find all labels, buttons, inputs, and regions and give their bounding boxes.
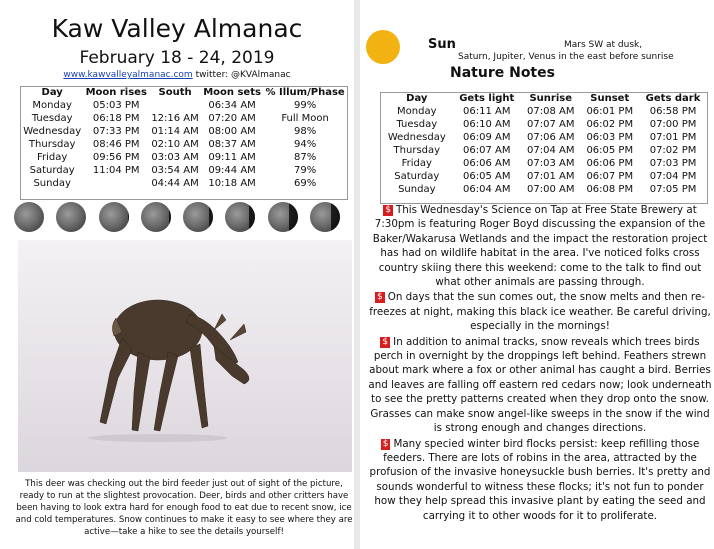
moon-table-cell: 08:00 AM <box>208 126 256 137</box>
moon-table-cell: 03:03 AM <box>151 152 199 163</box>
sun-table <box>380 92 708 204</box>
table-row <box>381 183 707 196</box>
date-range: February 18 - 24, 2019 <box>79 48 275 68</box>
sun-table-cell: 06:07 PM <box>586 171 634 182</box>
nature-note <box>368 290 712 333</box>
moon-table-cell: Friday <box>37 152 68 163</box>
sun-label: Sun <box>428 37 456 52</box>
nature-note <box>368 437 712 523</box>
moon-table-cell: 10:18 AM <box>208 178 256 189</box>
almanac-title: Kaw Valley Almanac <box>51 14 303 43</box>
sun-table-cell: 07:05 PM <box>649 184 697 195</box>
planets-line-1: Mars SW at dusk, <box>564 40 643 50</box>
table-row <box>381 131 707 144</box>
moon-table-cell: 94% <box>293 139 317 150</box>
deer-photo <box>18 240 352 472</box>
moon-table-cell: 09:11 AM <box>208 152 256 163</box>
table-row <box>381 118 707 131</box>
sun-table-cell: 07:01 PM <box>649 132 697 143</box>
sun-table-cell: 06:05 AM <box>463 171 511 182</box>
nature-note <box>368 335 712 436</box>
sun-table-cell: 07:03 AM <box>526 158 575 169</box>
moon-table-cell: 03:54 AM <box>151 165 199 176</box>
website-link[interactable]: www.kawvalleyalmanac.com <box>63 70 193 80</box>
moon-table-cell: Thursday <box>28 139 76 150</box>
photo-caption: This deer was checking out the bird feeder just out of sight of the picture, ready to run at the slightest provocation. Deer, birds and other critters have been having to look extra hard for enough food to eat due to recent snow, ice and cold temperatures. Snow continues to make it easy to see where they are active—take a hike to see the details yourself! <box>15 479 353 537</box>
sun-table-header: Sunrise <box>529 93 572 104</box>
sun-table-cell: 06:10 AM <box>463 119 511 130</box>
moon-table-header: Moon rises <box>85 87 147 98</box>
sun-table-header-row <box>381 93 707 105</box>
note-text: On days that the sun comes out, the snow melts and then re-freezes at night, making this black ice weather. Be careful driving, especially in the mornings! <box>369 291 711 333</box>
moon-table-cell: 06:34 AM <box>208 100 256 111</box>
sun-table-cell: 07:06 AM <box>526 132 575 143</box>
note-bullet-icon: $ <box>385 205 391 215</box>
moon-phase-icon <box>225 202 255 232</box>
sun-table-cell: 07:00 PM <box>649 119 697 130</box>
right-page <box>360 0 714 549</box>
moon-table-header: Day <box>41 87 63 98</box>
table-row <box>381 144 707 157</box>
sun-table-header: Gets dark <box>645 93 701 104</box>
moon-table-cell: 01:14 AM <box>151 126 199 137</box>
moon-table-cell: 04:44 AM <box>151 178 199 189</box>
sun-table-cell: 07:02 PM <box>649 145 697 156</box>
table-row <box>21 112 347 125</box>
sun-table-cell: 07:00 AM <box>526 184 575 195</box>
sun-table-cell: 07:04 PM <box>649 171 697 182</box>
moon-table-cell <box>149 99 201 112</box>
sun-table-cell: Monday <box>397 106 437 117</box>
moon-table-cell: Saturday <box>29 165 75 176</box>
sun-table-cell: 07:08 AM <box>526 106 575 117</box>
moon-table-cell: 11:04 PM <box>92 165 140 176</box>
moon-table-cell: 07:33 PM <box>92 126 140 137</box>
sun-table-cell: 06:04 AM <box>463 184 511 195</box>
sun-table-cell: 06:08 PM <box>586 184 634 195</box>
nature-notes <box>368 203 712 524</box>
sun-table-cell: Sunday <box>398 184 436 195</box>
nature-note <box>368 203 712 289</box>
moon-table-cell: 08:37 AM <box>208 139 256 150</box>
moon-table-cell: 99% <box>293 100 317 111</box>
sun-table-cell: 06:11 AM <box>463 106 511 117</box>
moon-phase-icon <box>56 202 86 232</box>
moon-table-header: % Illum/Phase <box>265 87 345 98</box>
moon-phase-icon <box>268 202 298 232</box>
moon-phase-strip <box>14 202 340 232</box>
sun-table-cell: 07:07 AM <box>526 119 575 130</box>
sun-icon <box>366 30 400 64</box>
sun-table-cell: 06:03 PM <box>586 132 634 143</box>
moon-table-cell: Monday <box>32 100 72 111</box>
moon-table-cell: 08:46 PM <box>92 139 140 150</box>
moon-table-cell: 98% <box>293 126 317 137</box>
sun-table-header: Day <box>406 93 428 104</box>
planets-line-2: Saturn, Jupiter, Venus in the east before sunrise <box>458 52 674 62</box>
note-bullet-icon: $ <box>382 336 389 347</box>
sun-table-cell: Tuesday <box>396 119 438 130</box>
sun-table-cell: 07:04 AM <box>526 145 575 156</box>
left-page <box>0 0 354 549</box>
note-text: This Wednesday's Science on Tap at Free State Brewery at 7:30pm is featuring Roger Boyd discussing the expansion of the Baker/Wakarusa Wetlands and the impact the restoration project has had on wildlife habitat in the area. I've noticed folks cross country skiing there this weekend: come to the talk to find out what other animals are passing through. <box>372 204 708 289</box>
note-text: In addition to animal tracks, snow reveals which trees birds perch in overnight by the droppings left behind. Feathers strewn about mark where a fox or other animal has caught a bird. Berries and leaves are falling off eastern red cedars now; look underneath to see the pretty patterns created when they drop onto the snow. Grasses can make snow angel-like sweeps in the snow if the wind is strong enough and changes directions. <box>368 335 712 435</box>
moon-table-cell: 02:10 AM <box>151 139 199 150</box>
sun-table-cell: 06:07 AM <box>463 145 511 156</box>
moon-table-header: Moon sets <box>203 87 261 98</box>
table-row <box>21 138 347 151</box>
moon-table-cell: 79% <box>293 165 317 176</box>
moon-table <box>20 86 348 200</box>
sun-table-header: Sunset <box>590 93 630 104</box>
moon-phase-icon <box>183 202 213 232</box>
table-row <box>21 125 347 138</box>
moon-table-cell: Sunday <box>33 178 71 189</box>
moon-table-header: South <box>158 87 192 98</box>
sun-table-cell: Thursday <box>393 145 441 156</box>
sun-table-cell: 06:09 AM <box>463 132 511 143</box>
sun-table-cell: 06:58 PM <box>649 106 697 117</box>
moon-table-cell <box>83 177 149 190</box>
table-row <box>381 157 707 170</box>
sun-table-cell: 06:05 PM <box>586 145 634 156</box>
sun-table-cell: 06:06 AM <box>463 158 511 169</box>
table-row <box>21 151 347 164</box>
table-row <box>381 105 707 118</box>
contact-line <box>0 70 354 81</box>
moon-table-cell: 09:44 AM <box>208 165 256 176</box>
moon-table-cell: 05:03 PM <box>92 100 140 111</box>
deer-photo-graphic <box>18 240 352 472</box>
moon-table-cell: 06:18 PM <box>92 113 140 124</box>
sun-table-cell: Friday <box>401 158 432 169</box>
moon-table-cell: 09:56 PM <box>92 152 140 163</box>
sun-table-cell: 07:01 AM <box>526 171 575 182</box>
nature-notes-heading: Nature Notes <box>450 65 555 81</box>
sun-table-cell: 06:02 PM <box>586 119 634 130</box>
moon-table-cell: 87% <box>293 152 317 163</box>
moon-phase-icon <box>141 202 171 232</box>
moon-table-cell: 12:16 AM <box>151 113 199 124</box>
twitter-handle: twitter: @KVAlmanac <box>195 70 291 80</box>
table-row <box>21 177 347 190</box>
moon-phase-icon <box>99 202 129 232</box>
sun-table-cell: Wednesday <box>387 132 446 143</box>
sun-table-cell: Saturday <box>394 171 440 182</box>
moon-phase-icon <box>14 202 44 232</box>
sun-table-cell: 06:06 PM <box>586 158 634 169</box>
moon-table-cell: Tuesday <box>31 113 73 124</box>
moon-table-cell: 07:20 AM <box>208 113 256 124</box>
note-bullet-icon: $ <box>382 438 389 449</box>
moon-table-cell: Wednesday <box>23 126 82 137</box>
moon-table-header-row <box>21 87 347 99</box>
sun-table-cell: 06:01 PM <box>586 106 634 117</box>
sun-table-cell: 07:03 PM <box>649 158 697 169</box>
sun-table-header: Gets light <box>459 93 515 104</box>
note-text: Many specied winter bird flocks persist: keep refilling those feeders. There are lots of robins in the area, attracted by the profusion of the invasive honeysuckle bush berries. It's pretty and sounds wonderful to witness these flocks; it's not fun to ponder how they help spread this invasive plant by eating the seed and carrying it to other woods for it to proliferate. <box>369 437 711 522</box>
table-row <box>381 170 707 183</box>
note-bullet-icon: $ <box>377 292 383 303</box>
moon-table-cell: Full Moon <box>281 113 329 124</box>
table-row <box>21 164 347 177</box>
table-row <box>21 99 347 112</box>
moon-phase-icon <box>310 202 340 232</box>
moon-table-cell: 69% <box>293 178 317 189</box>
